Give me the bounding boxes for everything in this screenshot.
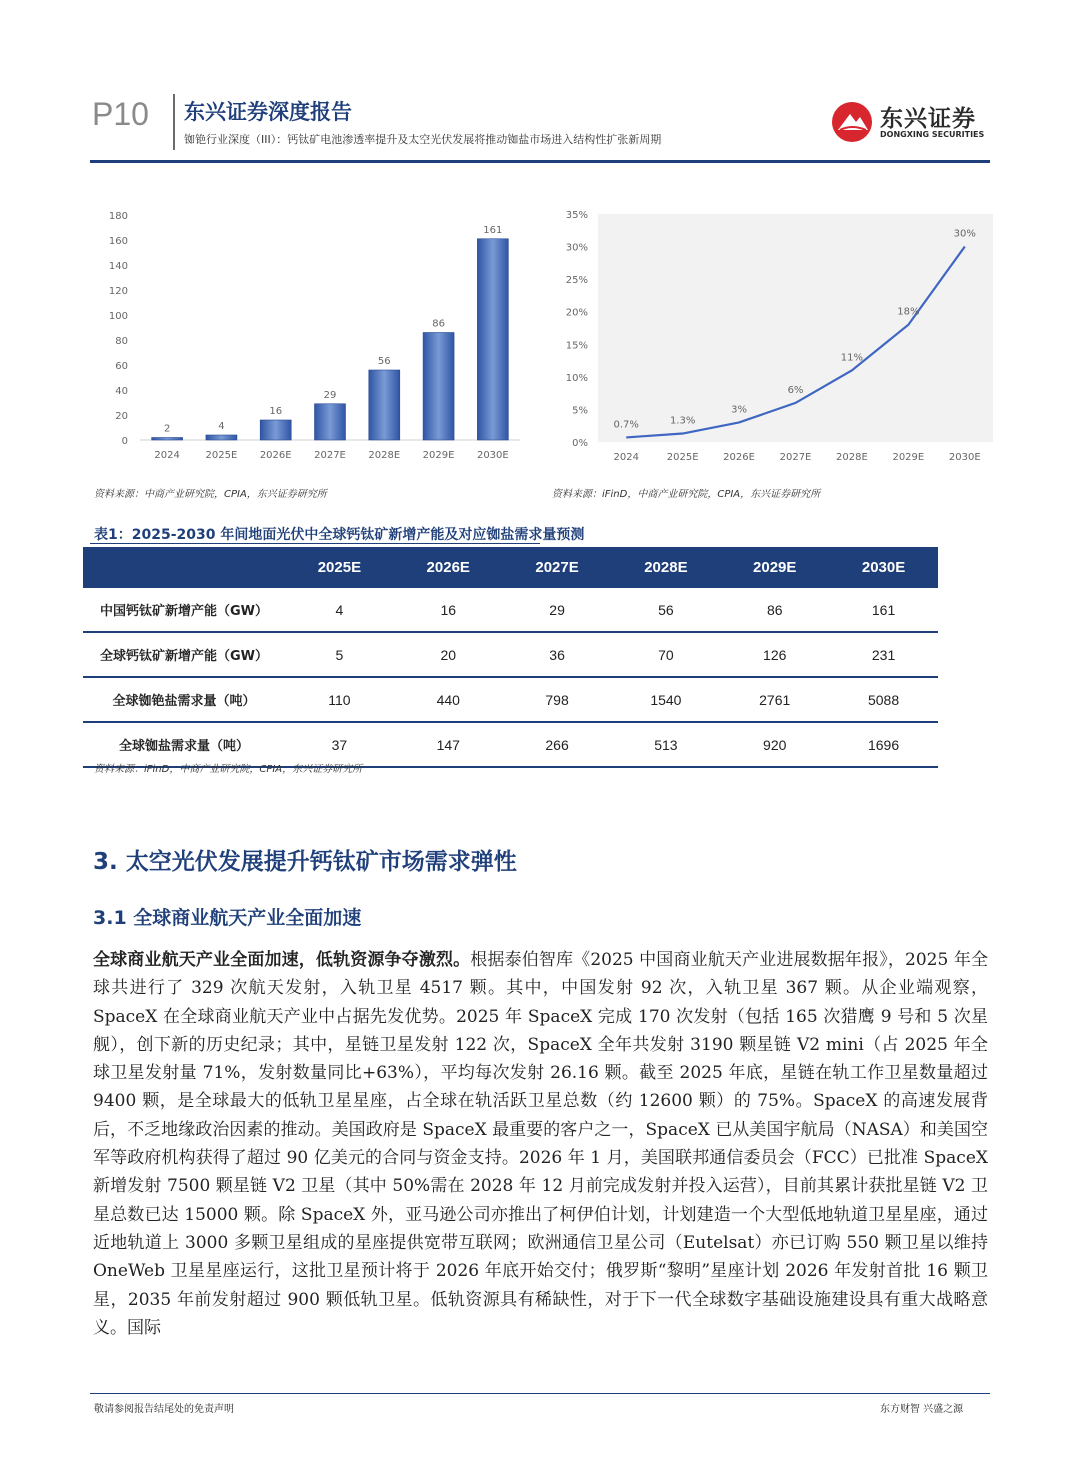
bar-y-tick-label: 100 [108, 311, 128, 322]
bar-x-tick-label: 2027E [314, 450, 346, 461]
line-x-tick-label: 2026E [723, 452, 755, 463]
bar-y-tick-label: 60 [115, 361, 128, 372]
line-x-tick-label: 2029E [892, 452, 925, 463]
bar-mark [260, 420, 291, 440]
bar-mark [206, 435, 237, 440]
dongxing-logo-icon [830, 100, 876, 144]
table-header-cell: 2025E [285, 547, 394, 588]
table-title: 表1：2025-2030 年间地面光伏中全球钙钛矿新增产能及对应铷盐需求量预测 [94, 527, 585, 543]
lead-sentence: 全球商业航天产业全面加速，低轨资源争夺激烈。 [93, 950, 471, 970]
line-x-tick-label: 2027E [779, 452, 812, 463]
bar-y-tick-label: 0 [121, 436, 128, 447]
table-cell: 20 [394, 632, 503, 677]
bar-y-tick-label: 40 [115, 386, 128, 397]
line-y-tick-label: 30% [565, 242, 588, 254]
logo-text-cn: 东兴证券 [880, 106, 976, 132]
table-cell: 513 [611, 722, 720, 767]
table-cell: 147 [394, 722, 503, 767]
table-cell: 231 [829, 632, 938, 677]
line-value-label: 30% [953, 228, 976, 240]
line-y-tick-label: 10% [565, 372, 588, 384]
table-row [83, 677, 938, 722]
bar-mark [152, 438, 183, 441]
line-value-label: 18% [897, 306, 920, 318]
table-row [83, 588, 938, 632]
line-y-tick-label: 35% [565, 210, 588, 221]
table-title-rule [90, 543, 540, 544]
bar-y-tick-label: 20 [115, 411, 128, 422]
table-cell: 161 [829, 588, 938, 632]
row-label: 全球钙钛矿新增产能（GW） [83, 632, 285, 677]
disclaimer-note: 敬请参阅报告结尾处的免责声明 [94, 1404, 234, 1415]
bar-value-label: 56 [377, 356, 391, 367]
table-row [83, 632, 938, 677]
table-cell: 126 [720, 632, 829, 677]
logo-text-en: DONGXING SECURITIES [880, 130, 985, 139]
report-subtitle: 铷铯行业深度（III）：钙钛矿电池渗透率提升及太空光伏发展将推动铷盐市场进入结构性扩张新周期 [184, 133, 662, 146]
line-chart-source: 资料来源：iFinD，中商产业研究院，CPIA，东兴证券研究所 [552, 489, 821, 500]
line-value-label: 6% [787, 384, 804, 396]
bar-y-tick-label: 160 [108, 236, 128, 247]
report-title: 东兴证券深度报告 [184, 100, 352, 124]
line-x-tick-label: 2025E [666, 452, 699, 463]
bar-x-tick-label: 2029E [422, 450, 455, 461]
header-divider [173, 94, 175, 150]
table-cell: 1696 [829, 722, 938, 767]
table-cell: 37 [285, 722, 394, 767]
page-number: P10 [92, 96, 149, 132]
table-header-cell: 2027E [503, 547, 612, 588]
capacity-bar-chart [90, 200, 530, 475]
line-y-tick-label: 20% [565, 307, 588, 319]
bar-y-tick-label: 140 [108, 261, 128, 272]
table-cell: 86 [720, 588, 829, 632]
header-rule [90, 160, 990, 163]
table-cell: 5 [285, 632, 394, 677]
table-cell: 56 [611, 588, 720, 632]
bar-mark [477, 239, 508, 440]
line-y-tick-label: 0% [572, 438, 588, 449]
penetration-line-chart [550, 200, 995, 475]
bar-chart-source: 资料来源：中商产业研究院，CPIA，东兴证券研究所 [94, 489, 327, 500]
bar-mark [315, 404, 346, 440]
bar-x-tick-label: 2024 [154, 450, 180, 461]
body-paragraph [93, 946, 988, 1342]
bar-value-label: 2 [163, 423, 171, 435]
table-header-cell [83, 547, 285, 588]
bar-mark [369, 370, 400, 440]
line-value-label: 1.3% [669, 415, 696, 427]
bar-value-label: 16 [269, 406, 283, 417]
line-x-tick-label: 2024 [613, 452, 639, 463]
line-y-tick-label: 25% [565, 275, 588, 287]
line-y-tick-label: 5% [572, 405, 588, 417]
row-label: 全球铷盐需求量（吨） [83, 722, 285, 767]
line-value-label: 3% [731, 404, 748, 416]
bar-value-label: 161 [483, 224, 503, 236]
table-header-cell: 2026E [394, 547, 503, 588]
bar-x-tick-label: 2028E [368, 450, 401, 461]
bar-mark [423, 333, 454, 441]
table-header-cell: 2028E [611, 547, 720, 588]
body-text: 根据泰伯智库《2025 中国商业航天产业进展数据年报》，2025 年全球共进行了 329 次航天发射，入轨卫星 4517 颗。其中，中国发射 92 次，入轨卫星 367 颗。从企业端观察，SpaceX 在全球商业航天产业中占据先发优势。2025 年 SpaceX 完成 170 次发射（包括 165 次猎鹰 9 号和 5 次星舰），创下新的历史纪录；其中，星链卫星发射 122 次，SpaceX 全年共发射 3190 颗星链 V2 mini（占 2025 年全球卫星发射量 71%，发射数量同比+63%），平均每次发射 26.16 颗。截至 2025 年底，星链在轨工作卫星数量超过 9400 颗，是全球最大的低轨卫星星座，占全球在轨活跃卫星总数（约 12600 颗）的 75%。SpaceX 的高速发展背后，不乏地缘政治因素的推动。美国政府是 SpaceX 最重要的客户之一，SpaceX 已从美国宇航局（NASA）和美国空军等政府机构获得了超过 90 亿美元的合同与资金支持。2026 年 1 月，美国联邦通信委员会（FCC）已批准 SpaceX 新增发射 7500 颗星链 V2 卫星（其中 50%需在 2028 年 12 月前完成发射并投入运营），目前其累计获批星链 V2 卫星总数已达 15000 颗。除 SpaceX 外，亚马逊公司亦推出了柯伊伯计划，计划建造一个大型低地轨道卫星星座，通过近地轨道上 3000 多颗卫星组成的星座提供宽带互联网；欧洲通信卫星公司（Eutelsat）亦已订购 550 颗卫星以维持 OneWeb 卫星星座运行，这批卫星预计将于 2026 年底开始交付；俄罗斯“黎明”星座计划 2026 年发射首批 16 颗卫星，2035 年前发射超过 900 颗低轨卫星。低轨资源具有稀缺性，对于下一代全球数字基础设施建设具有重大战略意义。国际 [93, 950, 988, 1338]
table-cell: 440 [394, 677, 503, 722]
table-cell: 16 [394, 588, 503, 632]
bar-y-tick-label: 80 [115, 336, 128, 347]
row-label: 全球铷铯盐需求量（吨） [83, 677, 285, 722]
line-plot-area [598, 214, 993, 442]
bar-value-label: 4 [218, 421, 225, 432]
bar-value-label: 29 [323, 389, 337, 401]
table-cell: 2761 [720, 677, 829, 722]
subsection-heading: 3.1 全球商业航天产业全面加速 [93, 907, 362, 929]
table-cell: 920 [720, 722, 829, 767]
bar-x-tick-label: 2030E [476, 450, 509, 461]
bar-x-tick-label: 2026E [259, 450, 292, 461]
line-x-tick-label: 2028E [836, 452, 868, 463]
table-source: 资料来源：iFinD，中商产业研究院，CPIA，东兴证券研究所 [94, 764, 363, 775]
bar-value-label: 86 [432, 318, 445, 330]
table-header-row [83, 547, 938, 588]
table-header-cell: 2029E [720, 547, 829, 588]
table-cell: 266 [503, 722, 612, 767]
footer-slogan: 东方财智 兴盛之源 [880, 1404, 964, 1415]
table-cell: 36 [503, 632, 612, 677]
row-label: 中国钙钛矿新增产能（GW） [83, 588, 285, 632]
section-heading: 3. 太空光伏发展提升钙钛矿市场需求弹性 [93, 849, 517, 875]
table-cell: 798 [503, 677, 612, 722]
line-x-tick-label: 2030E [948, 452, 981, 463]
footer-rule [90, 1393, 990, 1394]
table-cell: 70 [611, 632, 720, 677]
bar-x-tick-label: 2025E [205, 450, 238, 461]
line-value-label: 11% [840, 352, 864, 364]
table-cell: 4 [285, 588, 394, 632]
table-cell: 110 [285, 677, 394, 722]
line-value-label: 0.7% [613, 419, 639, 431]
table-cell: 5088 [829, 677, 938, 722]
bar-y-tick-label: 120 [108, 286, 128, 297]
demand-forecast-table [83, 547, 938, 768]
table-cell: 29 [503, 588, 612, 632]
line-y-tick-label: 15% [565, 340, 588, 352]
bar-y-tick-label: 180 [108, 211, 128, 222]
table-header-cell: 2030E [829, 547, 938, 588]
table-cell: 1540 [611, 677, 720, 722]
